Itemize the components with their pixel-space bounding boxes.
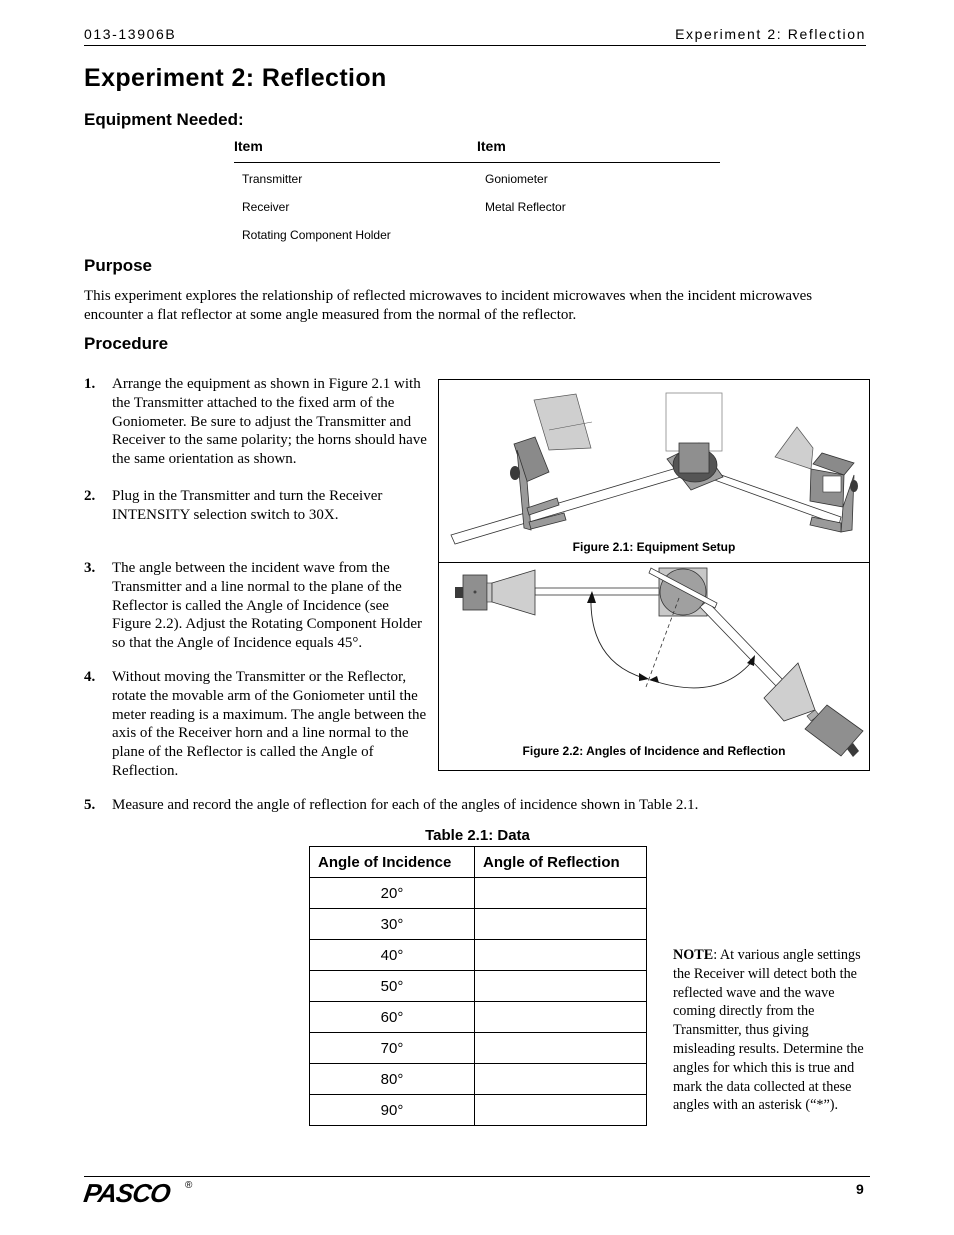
purpose-heading: Purpose <box>84 256 153 275</box>
reflection-cell[interactable] <box>475 1002 647 1033</box>
step-number: 4. <box>84 669 96 685</box>
table-header-row <box>310 847 647 878</box>
figure-equipment-setup <box>438 379 870 564</box>
table-row <box>310 1033 647 1064</box>
incidence-cell: 40° <box>310 940 475 971</box>
data-table <box>309 846 647 1126</box>
reflection-cell[interactable] <box>475 878 647 909</box>
equipment-table <box>234 138 720 249</box>
note-text: : At various angle settings the Receiver will detect both the reflected wave and the wave coming directly from the Transmitter, thus giving misleading results. Determine the angles for which this is true and mark the data collected at these angles with an asterisk (“*”). <box>673 947 864 1114</box>
reflection-cell[interactable] <box>475 971 647 1002</box>
table-row <box>310 1064 647 1095</box>
purpose-text: This experiment explores the relationship of reflected microwaves to incident microwaves when the incident microwaves encounter a flat reflector at some angle measured from the normal of the reflector. <box>84 288 813 323</box>
angles-of-incidence-reflection-diagram <box>439 563 869 770</box>
header-rule <box>84 45 866 46</box>
table-row <box>310 1002 647 1033</box>
incidence-cell: 80° <box>310 1064 475 1095</box>
figure-2-1-caption: Figure 2.1: Equipment Setup <box>572 540 736 554</box>
equipment-item: Goniometer <box>485 172 548 186</box>
procedure-step-3 <box>84 559 430 653</box>
doc-number: 013-13906B <box>84 26 177 42</box>
step-text: Measure and record the angle of reflection for each of the angles of incidence shown in Table 2.1. <box>112 797 699 813</box>
step-text: Arrange the equipment as shown in Figure 2.1 with the Transmitter attached to the fixed arm of the Goniometer. Be sure to adjust the Transmitter and Receiver to the same polarity; the horns should have the same orientation as shown. <box>112 376 427 468</box>
column-header-reflection: Angle of Reflection <box>475 847 647 878</box>
procedure-heading: Procedure <box>84 334 169 353</box>
page-number: 9 <box>856 1181 864 1197</box>
table-row <box>310 878 647 909</box>
step-text: Plug in the Transmitter and turn the Receiver INTENSITY selection switch to 30X. <box>112 488 383 523</box>
table-row <box>310 1095 647 1126</box>
step-number: 5. <box>84 797 96 813</box>
registered-mark: ® <box>185 1180 193 1191</box>
equipment-header-row <box>234 138 720 163</box>
note-label: NOTE <box>673 947 714 963</box>
column-header-incidence: Angle of Incidence <box>310 847 475 878</box>
equipment-item: Transmitter <box>242 172 303 186</box>
incidence-cell: 20° <box>310 878 475 909</box>
note-block <box>673 946 873 1115</box>
equipment-row <box>234 221 720 249</box>
step-number: 2. <box>84 488 96 504</box>
step-number: 1. <box>84 376 96 392</box>
pasco-logo: PASCO <box>81 1178 172 1208</box>
equipment-setup-diagram <box>439 380 869 563</box>
incidence-cell: 50° <box>310 971 475 1002</box>
table-caption: Table 2.1: Data <box>425 827 530 844</box>
step-text: Without moving the Transmitter or the Reflector, rotate the movable arm of the Goniometer until the meter reading is a maximum. The angle between the axis of the Receiver horn and a line normal to the plane of the Reflector is called the Angle of Reflection. <box>112 669 427 779</box>
step-text: The angle between the incident wave from the Transmitter and a line normal to the plane of the Reflector is called the Angle of Incidence (see Figure 2.2). Adjust the Rotating Component Holder so that the Angle of Incidence equals 45°. <box>112 560 422 652</box>
figure-angles-diagram <box>438 562 870 771</box>
incidence-cell: 60° <box>310 1002 475 1033</box>
equipment-heading: Equipment Needed: <box>84 110 244 129</box>
equipment-item: Receiver <box>242 200 290 214</box>
footer-rule <box>84 1176 870 1177</box>
equipment-item: Metal Reflector <box>485 200 566 214</box>
table-row <box>310 909 647 940</box>
equipment-row <box>234 193 720 221</box>
reflection-cell[interactable] <box>475 1095 647 1126</box>
procedure-step-1 <box>84 375 430 469</box>
procedure-step-2 <box>84 487 430 525</box>
table-row <box>310 940 647 971</box>
incidence-cell: 70° <box>310 1033 475 1064</box>
equipment-row <box>234 165 720 193</box>
procedure-step-4 <box>84 668 430 781</box>
running-header-section: Experiment 2: Reflection <box>675 26 866 42</box>
procedure-step-5 <box>84 796 874 815</box>
reflection-cell[interactable] <box>475 940 647 971</box>
incidence-cell: 90° <box>310 1095 475 1126</box>
equipment-item: Rotating Component Holder <box>242 228 391 242</box>
table-row <box>310 971 647 1002</box>
equipment-col-header: Item <box>234 138 263 154</box>
reflection-cell[interactable] <box>475 1064 647 1095</box>
figure-2-2-caption: Figure 2.2: Angles of Incidence and Reflection <box>522 744 786 758</box>
reflection-cell[interactable] <box>475 1033 647 1064</box>
step-number: 3. <box>84 560 96 576</box>
page-title: Experiment 2: Reflection <box>84 64 387 92</box>
reflection-cell[interactable] <box>475 909 647 940</box>
equipment-col-header: Item <box>477 138 506 154</box>
incidence-cell: 30° <box>310 909 475 940</box>
